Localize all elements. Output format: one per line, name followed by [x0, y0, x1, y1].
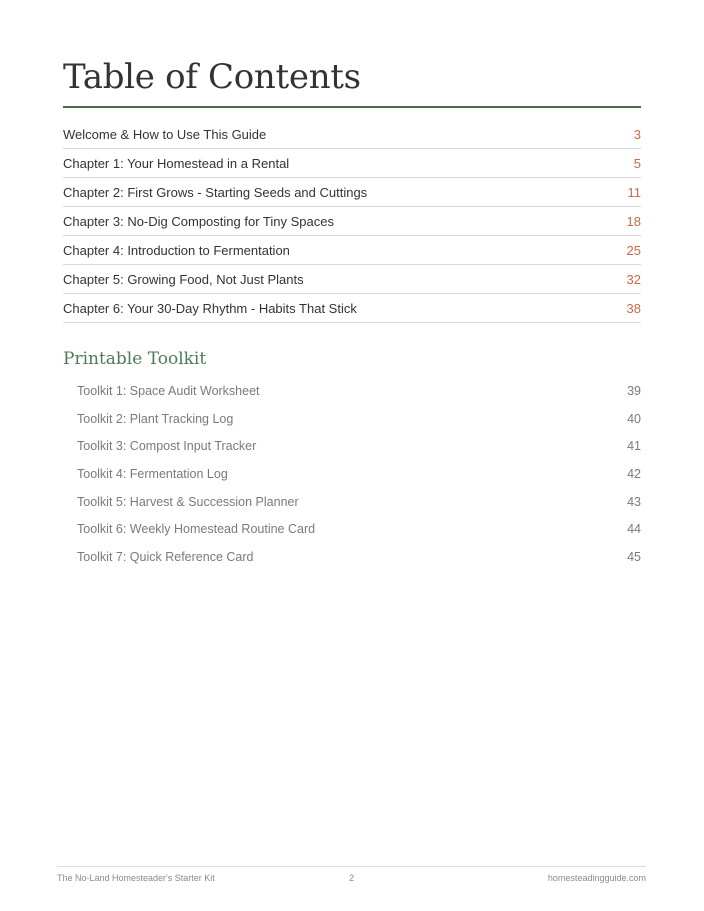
toolkit-entry-page: 44	[627, 522, 641, 537]
toc-entry-label: Chapter 4: Introduction to Fermentation	[63, 243, 290, 258]
toc-entry-label: Welcome & How to Use This Guide	[63, 127, 267, 142]
toc-entry-chapter-3[interactable]	[63, 208, 641, 236]
toolkit-entry-label: Toolkit 6: Weekly Homestead Routine Card	[77, 522, 316, 537]
toc-entry-chapter-1[interactable]	[63, 150, 641, 178]
toolkit-entry-page: 42	[627, 466, 641, 481]
toolkit-entry-label: Toolkit 3: Compost Input Tracker	[77, 439, 257, 454]
toc-entry-label: Chapter 6: Your 30-Day Rhythm - Habits That Stick	[63, 301, 357, 316]
toc-entry-chapter-6[interactable]	[63, 295, 641, 323]
toc-entry-page: 38	[626, 301, 641, 316]
toolkit-list	[77, 377, 641, 571]
page-footer	[57, 873, 646, 887]
toolkit-entry-label: Toolkit 4: Fermentation Log	[77, 466, 228, 481]
page-title: Table of Contents	[63, 57, 361, 97]
toolkit-entry-5[interactable]	[77, 488, 641, 516]
footer-website[interactable]: homesteadingguide.com	[547, 873, 646, 883]
toolkit-entry-page: 39	[627, 383, 641, 398]
toolkit-entry-4[interactable]	[77, 460, 641, 488]
toc-entry-welcome[interactable]	[63, 121, 641, 149]
toc-entry-page: 25	[626, 243, 641, 258]
toc-entry-page: 18	[626, 214, 641, 229]
toolkit-entry-6[interactable]	[77, 515, 641, 543]
toc-entry-page: 5	[633, 156, 641, 171]
toolkit-heading: Printable Toolkit	[63, 349, 207, 369]
toc-entry-label: Chapter 1: Your Homestead in a Rental	[63, 156, 290, 171]
toc-entry-page: 3	[633, 127, 641, 142]
toolkit-entry-7[interactable]	[77, 543, 641, 571]
toc-entry-label: Chapter 5: Growing Food, Not Just Plants	[63, 272, 304, 287]
toc-entry-label: Chapter 2: First Grows - Starting Seeds and Cuttings	[63, 185, 368, 200]
toolkit-entry-3[interactable]	[77, 432, 641, 460]
toc-entry-page: 11	[627, 185, 641, 200]
toolkit-entry-page: 45	[627, 549, 641, 564]
toc-entry-label: Chapter 3: No-Dig Composting for Tiny Spaces	[63, 214, 334, 229]
toolkit-entry-2[interactable]	[77, 405, 641, 433]
toc-entry-chapter-5[interactable]	[63, 266, 641, 294]
toolkit-entry-label: Toolkit 2: Plant Tracking Log	[77, 411, 234, 426]
toolkit-entry-label: Toolkit 7: Quick Reference Card	[77, 549, 254, 564]
toolkit-entry-page: 43	[627, 494, 641, 509]
toolkit-entry-label: Toolkit 1: Space Audit Worksheet	[77, 383, 260, 398]
footer-book-title: The No-Land Homesteader's Starter Kit	[57, 873, 215, 883]
toolkit-entry-page: 41	[627, 439, 641, 454]
toolkit-entry-label: Toolkit 5: Harvest & Succession Planner	[77, 494, 299, 509]
toc-entry-chapter-2[interactable]	[63, 179, 641, 207]
toc-entry-chapter-4[interactable]	[63, 237, 641, 265]
footer-page-number: 2	[348, 873, 354, 883]
title-divider	[63, 106, 641, 108]
chapter-list	[63, 121, 641, 324]
footer-divider	[57, 866, 646, 867]
toolkit-entry-page: 40	[627, 411, 641, 426]
toolkit-entry-1[interactable]	[77, 377, 641, 405]
toc-entry-page: 32	[626, 272, 641, 287]
